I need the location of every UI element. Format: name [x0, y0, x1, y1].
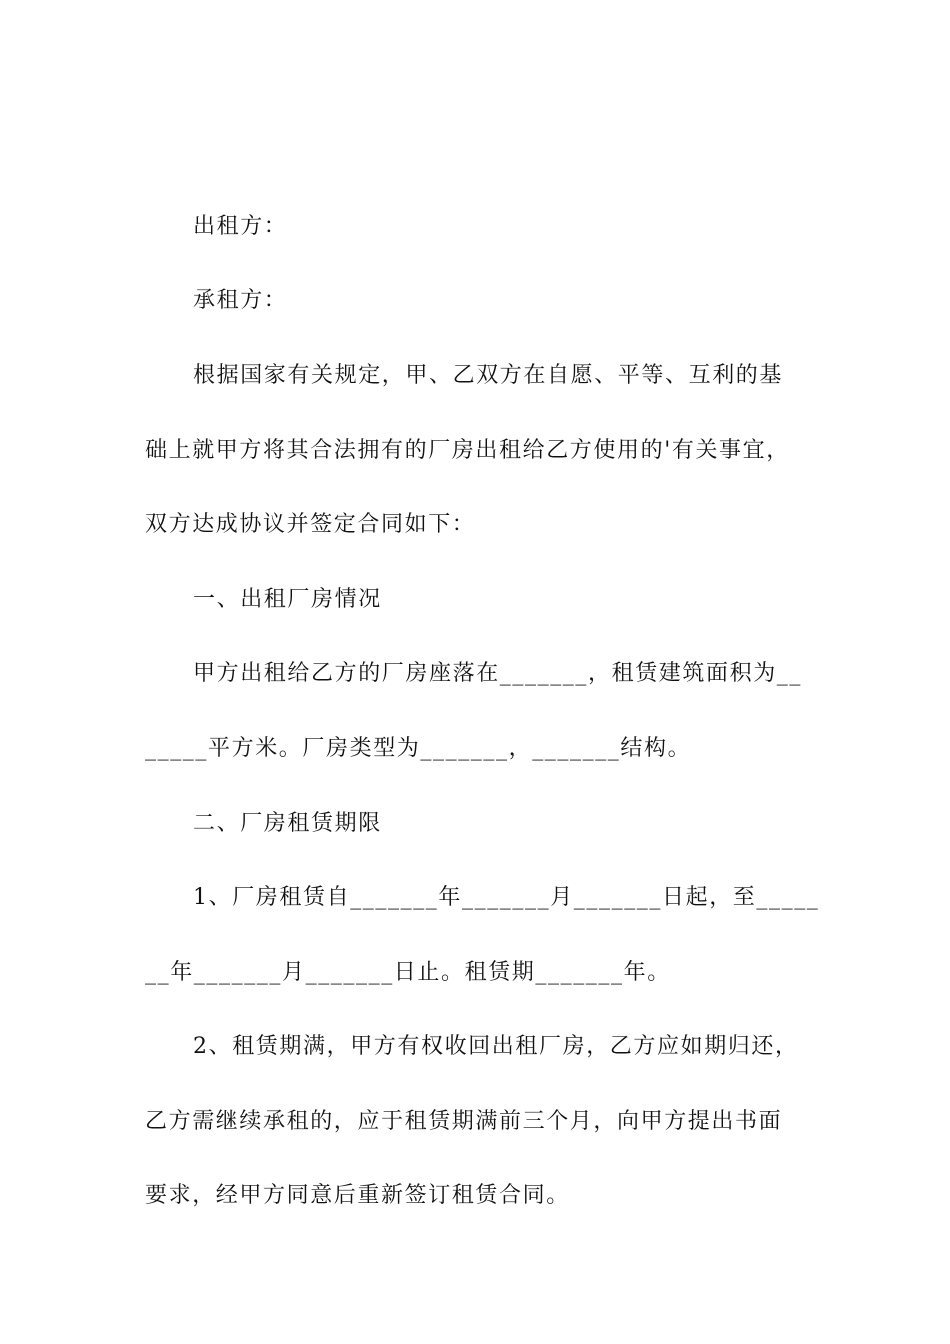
clause-1-line-2: __年_______月_______日止。租赁期_______年。: [145, 960, 671, 985]
intro-paragraph-line-3: 双方达成协议并签定合同如下：: [145, 512, 476, 537]
section-1-paragraph-line-2: _____平方米。厂房类型为_______，_______结构。: [145, 736, 692, 761]
lessee-label: 承租方：: [193, 288, 288, 313]
lessor-label: 出租方：: [193, 214, 288, 239]
intro-paragraph-line-1: 根据国家有关规定，甲、乙双方在自愿、平等、互利的基: [193, 363, 784, 388]
section-1-paragraph-line-1: 甲方出租给乙方的厂房座落在_______，租赁建筑面积为__: [193, 661, 803, 686]
intro-paragraph-line-2: 础上就甲方将其合法拥有的厂房出租给乙方使用的'有关事宜，: [145, 438, 790, 463]
section-heading-2: 二、厂房租赁期限: [193, 811, 382, 836]
clause-2-line-1: 2、租赁期满，甲方有权收回出租厂房，乙方应如期归还，: [193, 1034, 799, 1059]
clause-2-line-3: 要求，经甲方同意后重新签订租赁合同。: [145, 1183, 570, 1208]
clause-1-line-1: 1、厂房租赁自_______年_______月_______日起，至_____: [193, 885, 820, 910]
section-heading-1: 一、出租厂房情况: [193, 587, 382, 612]
clause-2-line-2: 乙方需继续承租的，应于租赁期满前三个月，向甲方提出书面: [145, 1109, 783, 1134]
